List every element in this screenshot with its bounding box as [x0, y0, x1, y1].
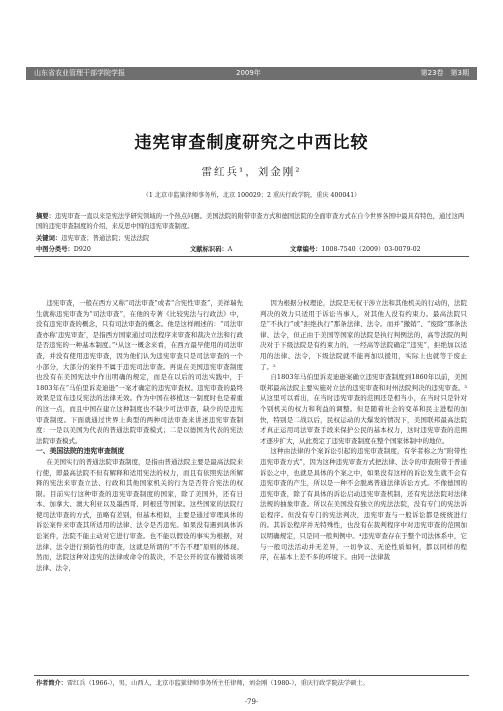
article-number: 文章编号：1008-7540（2009）03-0079-02 [290, 246, 421, 253]
volume-issue: 第23卷 第3期 [420, 69, 469, 77]
paragraph: 这种由法律的个案诉讼引起的违宪审查制度，有学者称之为“附带性违宪审查方式”，因为这种违宪审查方式把法律、法令的审查附带于普通诉讼之中，也就是具体的个案之中，如果没有这样的诉讼发生就不会有违宪审查的产生，所以是一种不会脱离普通法律诉讼方式。不像德国的违宪审查，除了有具体的诉讼启动违宪审查机制，还有宪法法院对法律法规的抽象审查。所以在美国没有独立的宪法法院，没有专门的宪法诉讼程序。但没有专门的宪法判决，违宪审查与一般诉讼都是统统进行的。其诉讼程序并无特殊性，也没有在裁判程序中对违宪审查的范围加以明确规定，只是同一般判例中。⁴违宪审查存在于整个司法体系中，它与一般司法活动并无差异，一切争议、无论性质如何，都以同样的程序，在基本上差不多的环境下。由同一法律裁 [260, 447, 467, 562]
paragraph: 因为根据分权理论，法院是无权干涉立法和其他机关的行动的，法院判决的效力只适用于诉讼当事人，对其他人没有约束力。最高法院只是“不执行”或“拒绝执行”那条法律、法令。而并“撤销”、“废除”那条法律、法令，但正由于美国等国家的法院是执行判例法的，高等法院的判决对于下级法院是有约束力的，一经高等法院确定“违宪”，拒绝加以适用的法律、法令，下级法院就不能再加以援用，实际上也就等于废止了。² [260, 299, 467, 371]
author-note-text: 雷红兵（1966-），男，山西人，北京市监狱律师事务所主任律师，刘金刚（1980-），重庆行政学院法学硕士。 [66, 680, 369, 687]
footnote-divider [34, 675, 469, 676]
paragraph: 在美国实行的普通法院审查制度，是指由普通法院主要是最高法院来行使，即最高法院不但有解释和适用宪法的权力，而且有依照宪法所解释的宪法来审查立法、行政和其他国家机关的行为是否符合宪法的权限。目前实行这种审查的违宪审查制度的国家，除了美国外，还有日本、加拿大、澳大利亚以及墨西哥、阿根廷等国家。这些国家的法院行使司法审查的方式，虽略有差别，但基本相似，主要是通过审理具体的诉讼案件来审查其所适用的法律、法令是否违宪。如果没有遇到具体诉讼案件，法院不能主动对它进行审查。也不能以假设的事实为根据，对法律、法令进行预防性的审查，这就是所谓的“不告不理”原则的体现。然而，法院这种对违宪的法律或命令的裁决，不是公开的宣布撤销该项法律、法令， [36, 457, 243, 572]
header-divider [34, 256, 469, 257]
paragraph: 自1803年马伯里诉麦迪逊案确立违宪审查制度到1860年以前，美国联邦最高法院主要实施对立法的违宪审查和对州法院判决的违宪审查。³从这里可以看出，在当时违宪审查的范围还是相当小，在当时只是针对个别机关的权力和利益的调整。但是随着社会的变革和民主进程的加快，特别是二战以后，民权运动的大爆发的情况下，美国联邦最高法院才真正运用司法审查手段来保护公民的基本权力，这时违宪审查的范围才逐步扩大，从此奠定了违宪审查制度在整个国家体制中的地位。 [260, 373, 467, 445]
body-column-right [260, 298, 467, 663]
author-note-label: 作者简介： [36, 680, 67, 687]
issue-year: 2009年 [236, 69, 261, 77]
journal-name: 山东省农业管理干部学院学报 [34, 69, 125, 77]
abstract [36, 212, 468, 232]
keywords-text: 违宪审查；普通法院；宪法法院 [61, 235, 150, 242]
paragraph: 违宪审查，一般在西方又称“司法审查”或者“合宪性审查”，美祥瑞先生就称违宪审查为“司法审查”，在他的专著《比较宪法与行政法》中，没有违宪审查的概念，只有司法审查的概念。他是这样阐述的：“司法审查亦称‘违宪审查’，是指西方国家通过司法程序来审查和裁决立法和行政是否违宪的一种基本制度。”¹从这一概念来看，在西方最早使用的司法审查，并没有使用违宪审查，因为他们认为违宪审查只是司法审查的一个小部分，大部分的案件不属于违宪司法审查。再说在美国违宪审查制度也没有在美国宪法中作出明确的规定，而是在以后的司法实践中，于1803年在“马伯里诉麦迪逊”一案才确定的违宪审查权。违宪审查的最终效果是宣布违反宪法的法律无效。作为中国在移植这一制度时也是着重的这一点，而且中国在建立这种制度也不缺少可法审查，缺少的是违宪审查制度。下面就通过世界上典型的两种司法审查来讲述违宪审查制度：一是以美国为代表的普通法院审查模式；二是以德国为代表的宪法法院审查模式。 [36, 299, 243, 445]
authors: 雷红兵¹，刘金刚² [201, 166, 302, 178]
document-code: 文献标识码：A [190, 246, 233, 253]
page-number: ·79· [244, 698, 259, 706]
clc-number: 中图分类号：D920 [36, 246, 91, 253]
abstract-label: 摘要： [36, 213, 55, 220]
section-heading: 一、美国法院的违宪审查制度 [36, 447, 125, 456]
journal-header-band [26, 67, 477, 80]
body-column-left [36, 298, 243, 663]
affiliation: （1 北京市监狱律师事务所，北京 100029；2 重庆行政学院，重庆 400041） [142, 192, 361, 199]
keywords-label: 关键词： [36, 235, 62, 242]
keywords [36, 233, 468, 242]
article-title: 违宪审查制度研究之中西比较 [134, 133, 369, 153]
author-note [36, 678, 369, 687]
abstract-text: 违宪审查一直以来是宪法学研究领域的一个热点问题。美国法院的附带审查方式和德国法院的全面审查方式在自今世界各国中最具有特色，通过这两国的违宪审查制度的介绍，来反思中国的违宪审查制度。 [36, 213, 465, 230]
